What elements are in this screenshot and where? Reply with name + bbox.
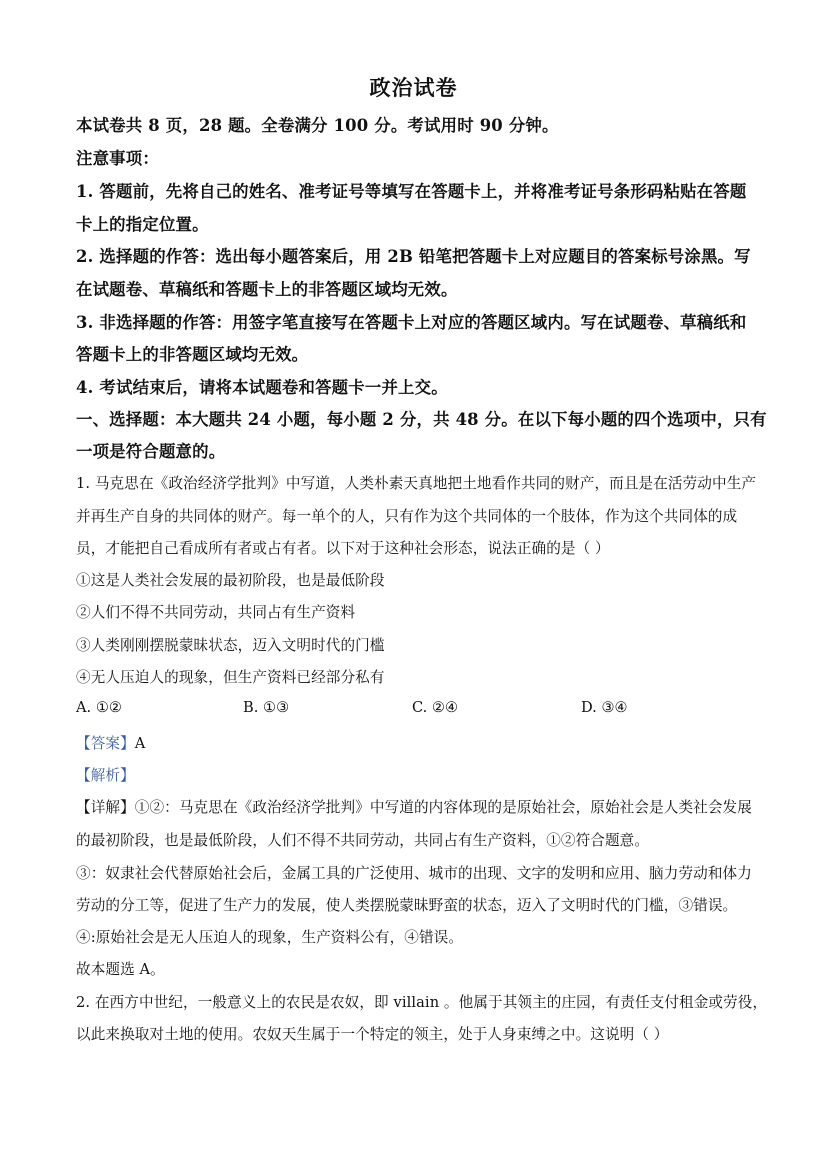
answer-line — [76, 732, 145, 753]
answer-tag: 【答案】 — [76, 735, 135, 752]
option-d: D. ③④ — [581, 699, 628, 716]
detail-line: ③：奴隶社会代替原始社会后，金属工具的广泛使用、城市的出现、文字的发明和应用、脑力劳动和体力 — [76, 865, 752, 882]
page-title: 政治试卷 — [369, 75, 458, 100]
notice-line: 2. 选择题的作答：选出每小题答案后，用 2B 铅笔把答题卡上对应题目的答案标号涂黑。写 — [76, 247, 751, 266]
detail-text: ①②：马克思在《政治经济学批判》中写道的内容体现的是原始社会，原始社会是人类社会发展 — [134, 799, 752, 816]
question-1-item: ②人们不得不共同劳动，共同占有生产资料 — [76, 604, 356, 621]
detail-line: 的最初阶段，也是最低阶段，人们不得不共同劳动，共同占有生产资料，①②符合题意。 — [76, 832, 650, 849]
exam-intro: 本试卷共 8 页，28 题。全卷满分 100 分。考试用时 90 分钟。 — [76, 116, 559, 135]
option-b: B. ①③ — [243, 699, 290, 716]
detail-tag: 【详解】 — [76, 799, 135, 816]
option-c: C. ②④ — [412, 699, 459, 716]
question-2-stem: 2. 在西方中世纪，一般意义上的农民是农奴，即 villain 。他属于其领主的庄园，有责任支付租金或劳役， — [76, 994, 768, 1011]
notice-line: 卡上的指定位置。 — [76, 215, 209, 234]
question-1-stem: 员，才能把自己看成所有者或占有者。以下对于这种社会形态，说法正确的是（ ） — [76, 540, 610, 557]
section-heading: 一、选择题：本大题共 24 小题，每小题 2 分，共 48 分。在以下每小题的四个选项中，只有 — [76, 410, 767, 429]
question-2-stem: 以此来换取对土地的使用。农奴天生属于一个特定的领主，处于人身束缚之中。这说明（ ） — [76, 1026, 669, 1043]
question-1-item: ④无人压迫人的现象，但生产资料已经部分私有 — [76, 669, 385, 686]
notice-line: 答题卡上的非答题区域均无效。 — [76, 345, 309, 364]
question-1-stem: 并再生产自身的共同体的财产。每一单个的人，只有作为这个共同体的一个肢体，作为这个共同体的成 — [76, 508, 738, 525]
notice-line: 1. 答题前，先将自己的姓名、准考证号等填写在答题卡上，并将准考证号条形码粘贴在答题 — [76, 182, 747, 201]
detail-line: 劳动的分工等，促进了生产力的发展，使人类摆脱蒙昧野蛮的状态，迈入了文明时代的门槛，③错误。 — [76, 897, 738, 914]
question-1-item: ①这是人类社会发展的最初阶段，也是最低阶段 — [76, 572, 385, 589]
question-1-stem: 1. 马克思在《政治经济学批判》中写道，人类朴素天真地把土地看作共同的财产，而且是在活劳动中生产 — [76, 475, 757, 492]
option-a: A. ①② — [76, 699, 122, 716]
detail-line — [76, 796, 752, 817]
notice-heading: 注意事项： — [76, 149, 159, 168]
analysis-tag: 【解析】 — [76, 767, 135, 784]
question-1-item: ③人类刚刚摆脱蒙昧状态，迈入文明时代的门槛 — [76, 637, 385, 654]
answer-value: A — [134, 735, 146, 752]
notice-line: 在试题卷、草稿纸和答题卡上的非答题区域均无效。 — [76, 280, 458, 299]
detail-line: 故本题选 A。 — [76, 961, 165, 978]
detail-line: ④:原始社会是无人压迫人的现象，生产资料公有，④错误。 — [76, 929, 464, 946]
notice-line: 4. 考试结束后，请将本试题卷和答题卡一并上交。 — [76, 378, 448, 397]
notice-line: 3. 非选择题的作答：用签字笔直接写在答题卡上对应的答题区域内。写在试题卷、草稿纸和 — [76, 313, 747, 332]
section-heading: 一项是符合题意的。 — [76, 442, 226, 461]
